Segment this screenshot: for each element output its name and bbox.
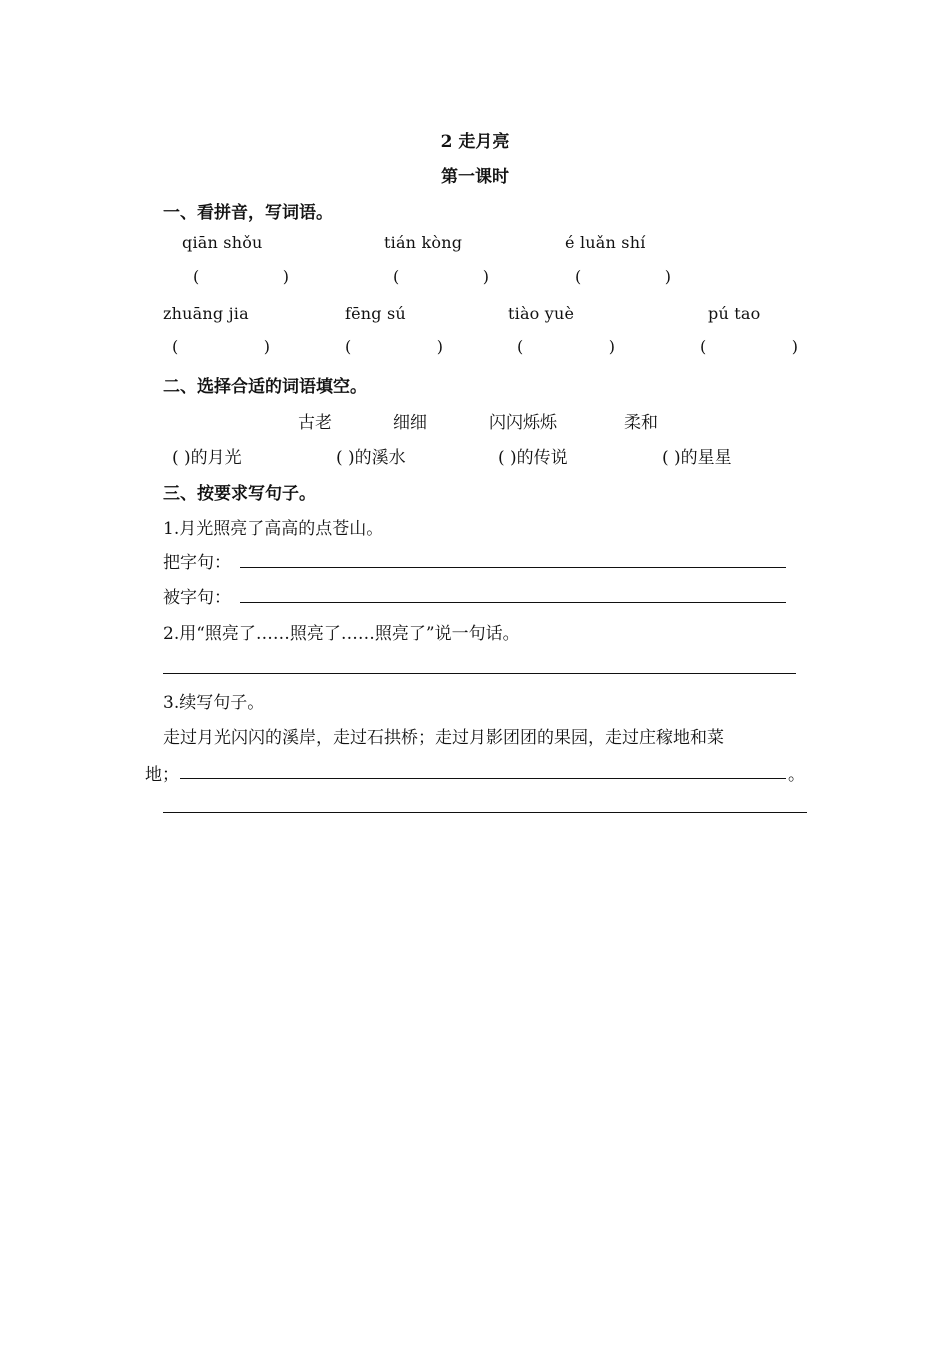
- answer-line[interactable]: [163, 812, 807, 813]
- page-subtitle: 第一课时: [441, 167, 509, 187]
- word-option: 古老: [298, 413, 332, 433]
- section-1-heading: 一、看拼音，写词语。: [163, 203, 333, 223]
- fill-blank-phrase[interactable]: ( )的传说: [498, 448, 568, 468]
- answer-line[interactable]: [180, 778, 786, 779]
- pinyin-item: fēng sú: [345, 304, 406, 323]
- pinyin-item: tián kòng: [384, 233, 463, 252]
- question-3: 3.续写句子。: [163, 693, 265, 713]
- word-option: 柔和: [624, 413, 658, 433]
- section-2-heading: 二、选择合适的词语填空。: [163, 377, 367, 397]
- continuation-text: 走过月光闪闪的溪岸，走过石拱桥；走过月影团团的果园，走过庄稼地和菜: [163, 728, 724, 748]
- word-option: 闪闪烁烁: [489, 413, 557, 433]
- pinyin-item: zhuāng jia: [163, 304, 249, 323]
- answer-line[interactable]: [240, 567, 786, 568]
- answer-line[interactable]: [240, 602, 786, 603]
- ba-sentence-label: 把字句：: [163, 553, 231, 573]
- question-1: 1.月光照亮了高高的点苍山。: [163, 519, 384, 539]
- continuation-text-start: 地；: [145, 765, 179, 785]
- fill-blank-phrase[interactable]: ( )的月光: [172, 448, 242, 468]
- word-option: 细细: [393, 413, 427, 433]
- pinyin-item: é luǎn shí: [565, 233, 646, 252]
- section-3-heading: 三、按要求写句子。: [163, 484, 316, 504]
- pinyin-item: pú tao: [708, 304, 761, 323]
- pinyin-item: qiān shǒu: [182, 233, 263, 252]
- bei-sentence-label: 被字句：: [163, 588, 231, 608]
- fill-blank-phrase[interactable]: ( )的溪水: [336, 448, 406, 468]
- continuation-text-end: 。: [788, 765, 805, 785]
- answer-line[interactable]: [163, 673, 796, 674]
- page-title: 2 走月亮: [440, 132, 510, 152]
- pinyin-item: tiào yuè: [508, 304, 575, 323]
- question-2: 2.用“照亮了……照亮了……照亮了”说一句话。: [163, 624, 520, 644]
- fill-blank-phrase[interactable]: ( )的星星: [662, 448, 732, 468]
